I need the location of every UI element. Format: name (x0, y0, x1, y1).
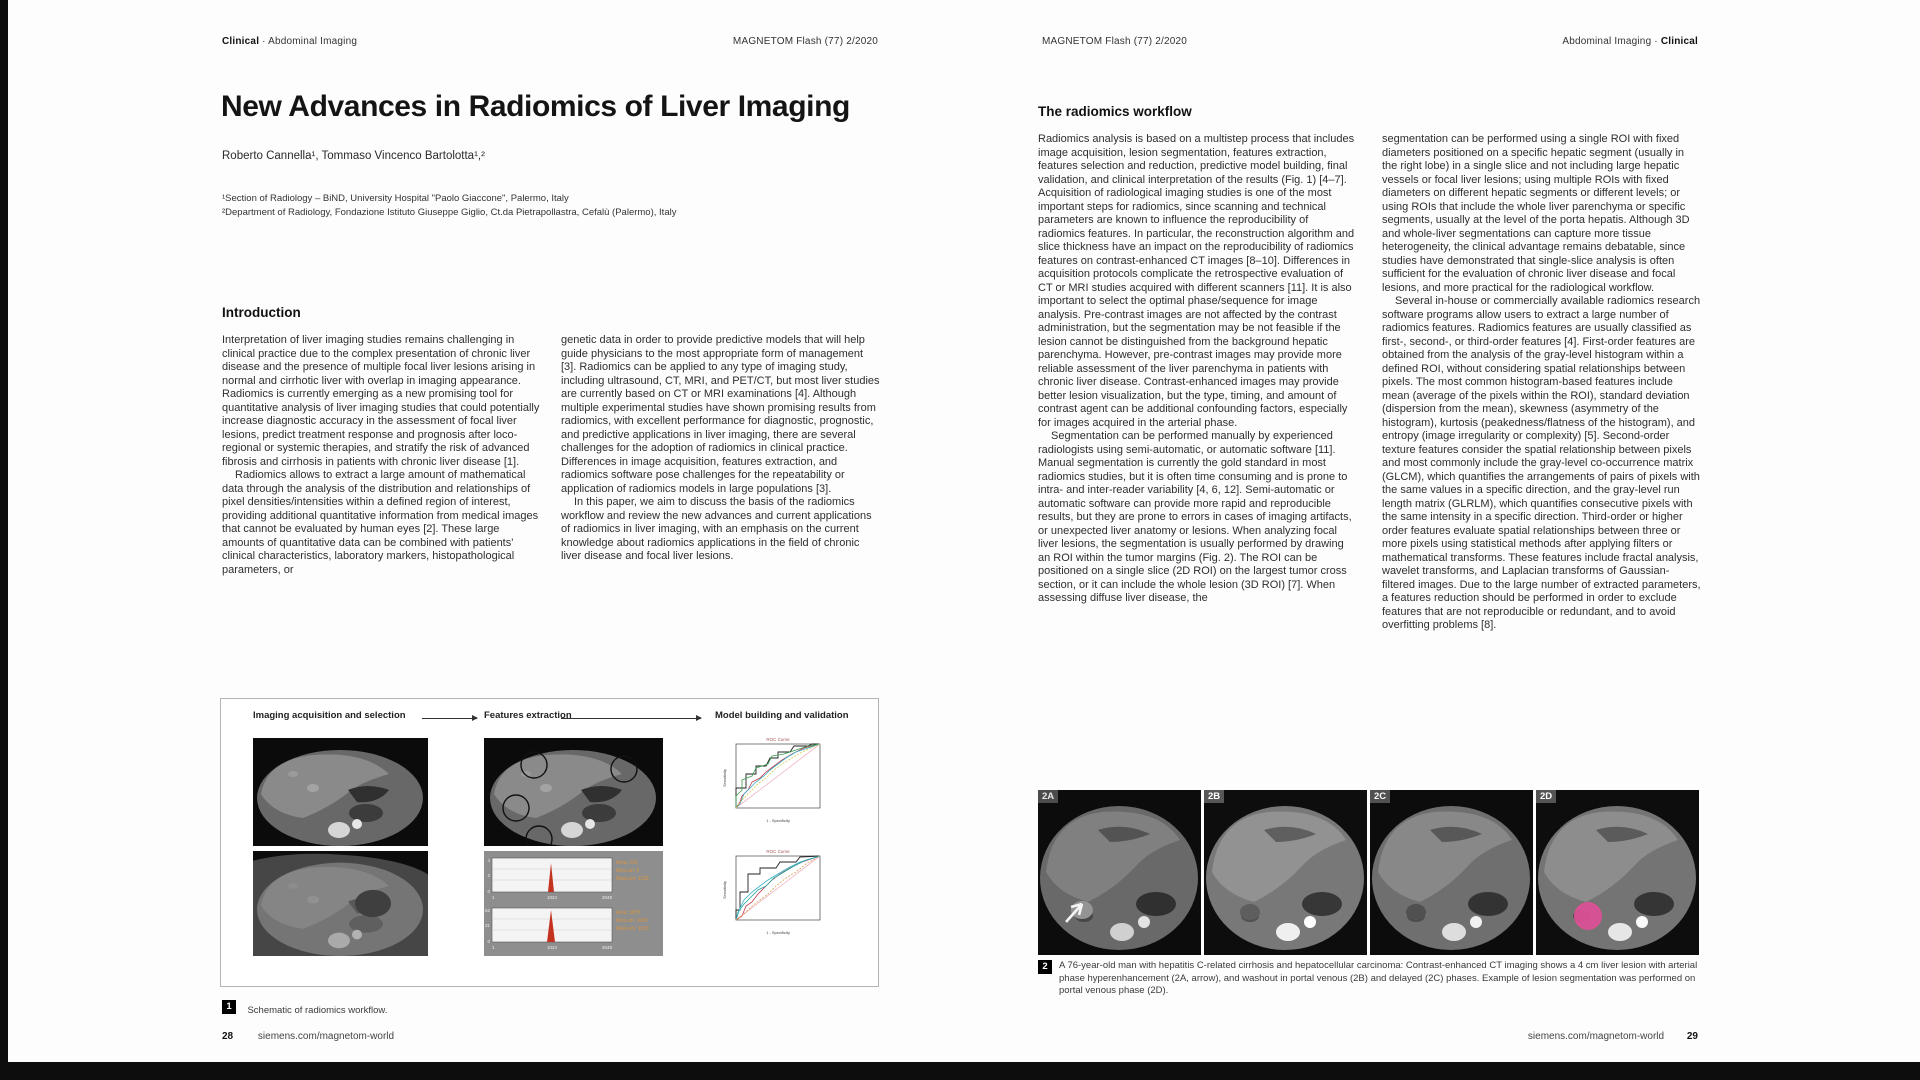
figure1-workflow (220, 698, 879, 987)
workflow-section-heading: The radiomics workflow (1038, 104, 1192, 119)
hist-xtick: 2048 (601, 895, 612, 900)
roc-curve-illustration (716, 732, 828, 829)
figure1-stage2-label: Features extraction (484, 710, 572, 721)
ct-segmentation-illustration (1536, 790, 1699, 955)
figure1-stage1-label: Imaging acquisition and selection (253, 710, 406, 721)
roc-plot-2 (716, 844, 828, 948)
figure2-panel-label: 2B (1204, 790, 1224, 803)
hist-annotation-max: MaxLum: 1135 (616, 876, 649, 882)
affiliation-1: ¹Section of Radiology – BiND, University Hospital "Paolo Giaccone", Palermo, Italy (222, 193, 569, 204)
figure2-panel-label: 2C (1370, 790, 1390, 803)
header-category-rest: Abdominal Imaging · (1562, 36, 1661, 47)
ct-liver-illustration (253, 738, 428, 846)
hist-annotation-area: Area: 116 (616, 860, 638, 866)
ct-image-roi (484, 738, 663, 846)
workflow-column-2 (1382, 133, 1702, 633)
hist-ytick: 62 (484, 908, 490, 913)
histogram-illustration (484, 851, 663, 956)
hist-xtick: 1024 (546, 945, 558, 950)
ct-delayed-phase-illustration (1370, 790, 1533, 955)
histogram-panel (484, 851, 663, 956)
figure2-panel-2C (1370, 790, 1533, 955)
figure2-panel-2A (1038, 790, 1201, 955)
viewer-edge-left (0, 0, 8, 1080)
figure2-caption-text: A 76-year-old man with hepatitis C-related cirrhosis and hepatocellular carcinoma: Contrast-enhanced CT imaging shows a 4 cm liver lesion with arterial phase hyperenhancement (2A, arrow), and washout in portal venous (2B) and delayed (2C) phases. Example of lesion segmentation was performed on portal venous phase (2D). (1059, 960, 1698, 996)
affiliation-2: ²Department of Radiology, Fondazione Istituto Giuseppe Giglio, Ct.da Pietrapollastra, Cefalù (Palermo), Italy (222, 207, 677, 218)
roc-title: ROC Curve (766, 737, 790, 742)
intro-col1-paragraph-1: Interpretation of liver imaging studies remains challenging in clinical practice due to the complex presentation of chronic liver disease and the presence of multiple focal liver lesions arising in normal and cirrhotic liver with overlap in imaging appearance. Radiomics is currently emerging as a new promising tool for quantitative analysis of liver imaging studies that could potentially increase diagnostic accuracy in the assessment of focal liver lesions, predict treatment response and prognosis after loco-regional or systemic therapies, and stratify the risk of advanced fibrosis and cirrhosis in patients with chronic liver disease [1]. (222, 334, 540, 468)
figure2-panel-2B (1204, 790, 1367, 955)
figure1-number-badge: 1 (222, 1000, 236, 1014)
magnetom-world-link[interactable]: siemens.com/magnetom-world (257, 1031, 395, 1042)
hist-ytick: 4 (487, 858, 490, 863)
hist-xtick: 1 (492, 895, 495, 900)
ct-image-acquisition-2 (253, 851, 428, 956)
roc-title: ROC Curve (766, 849, 790, 854)
right-page-running-header (1480, 36, 1698, 47)
figure2-panel-label: 2A (1038, 790, 1058, 803)
ct-roi-illustration (484, 738, 663, 846)
workflow-col1-paragraph-1: Radiomics analysis is based on a multistep process that includes image acquisition, lesion segmentation, features extraction, features selection and reduction, predictive model building, final validation, and clinical interpretation of the results (Fig. 1) [4–7]. Acquisition of radiological imaging studies is one of the most important steps for radiomics, since scanning and technical parameters are known to influence the reproducibility of radiomics features. In particular, the reconstruction algorithm and slice thickness have an impact on the reproducibility of radiomics features on contrast-enhanced CT images [8–10]. Differences in acquisition protocols complicate the retrospective evaluation of CT or MRI studies acquired with different scanners [11]. It is also important to select the optimal phase/sequence for image analysis. Pre-contrast images are not affected by the contrast administration, but the segmentation may be not feasible if the lesion cannot be distinguished from the background hepatic parenchyma. However, pre-contrast images may provide more reliable assessment of the liver parenchyma in patients with chronic liver disease. Contrast-enhanced images may provide better lesion visualization, but the type, timing, and amount of contrast agent can be additional confounding factors, especially for images acquired in the arterial phase. (1038, 133, 1355, 429)
intro-col2-paragraph-2: In this paper, we aim to discuss the basis of the radiomics workflow and review the new advances and current applications of radiomics in liver imaging, with an emphasis on the current knowledge about radiomics applications in the field of chronic liver disease and focal liver lesions. (561, 496, 872, 562)
workflow-col2-paragraph-2: Several in-house or commercially available radiomics research software programs allow users to extract a large number of radiomics features. Radiomics features are usually classified as first-, second-, or third-order features [4]. First-order features are obtained from the analysis of the gray-level histogram within a defined ROI, without considering spatial relationships between pixels. The most common histogram-based features include mean (average of the pixels within the ROI), standard deviation (dispersion from the mean), skewness (asymmetry of the histogram), kurtosis (peakedness/flatness of the histogram), and entropy (image irregularity or complexity) [5]. Second-order texture features consider the spatial relationship between pixels and most commonly include the gray-level co-occurrence matrix (GLCM), which quantifies the arrangements of pairs of pixels with the same values in a specific direction, and the gray-level run length matrix (GLRLM), which quantifies consecutive pixels with the same intensity in a specific direction. Third-order or higher order features evaluate spatial relationships between three or more pixels using statistical methods after applying filters or mathematical transforms. These features include fractal analysis, wavelet transforms, and Laplacian transforms of Gaussian-filtered images. Due to the large number of extracted parameters, a features reduction should be performed in order to exclude features that are not reproducible or redundant, and to avoid overfitting problems [8]. (1382, 295, 1701, 631)
mr-liver-illustration (253, 851, 428, 956)
ct-image-acquisition-1 (253, 738, 428, 846)
roc-xlabel: 1 - Specificity (766, 930, 790, 935)
figure2-number-badge: 2 (1038, 960, 1052, 974)
right-page-footer (1400, 1031, 1698, 1042)
hist-ytick: 0 (487, 939, 490, 944)
intro-col1-paragraph-2: Radiomics allows to extract a large amount of mathematical data through the analysis of the distribution and relationships of pixel densities/intensities within a defined region of interest, providing additional quantitative information from medical images that cannot be evaluated by human eyes [2]. These large amounts of quantitative data can be combined with patients' clinical characteristics, laboratory markers, histopathological parameters, or (222, 469, 539, 576)
intro-col2-paragraph-1: genetic data in order to provide predictive models that will help guide physicians to the most appropriate form of management [3]. Radiomics can be applied to any type of imaging study, including ultrasound, CT, MRI, and PET/CT, but most liver studies are currently based on CT or MRI examinations [4]. Although multiple experimental studies have shown promising results from radiomics, with excellent performance for diagnostic, prognostic, and predictive applications in liver imaging, there are several challenges for the adoption of radiomics in clinical practice. Differences in image acquisition, features extraction, and radiomics software pose challenges for the repeatability or application of radiomics models in large populations [3]. (561, 334, 880, 495)
viewer-edge-bottom (0, 1062, 1920, 1080)
intro-column-1 (222, 334, 542, 577)
article-title: New Advances in Radiomics of Liver Imaging (221, 90, 850, 123)
figure2-caption (1038, 960, 1700, 998)
right-page-number: 29 (1686, 1031, 1698, 1042)
hist-annotation-max: MaxLum: 1100 (616, 926, 649, 932)
hist-ytick: 2 (487, 873, 490, 878)
workflow-arrow-icon (561, 718, 701, 719)
workflow-column-1 (1038, 133, 1358, 606)
hist-xtick: 2048 (601, 945, 612, 950)
intro-heading: Introduction (222, 305, 301, 320)
header-category-rest: · Abdominal Imaging (259, 36, 358, 47)
ct-arterial-phase-illustration (1038, 790, 1201, 955)
hist-annotation-area: Area: 1875 (616, 910, 641, 916)
roc-curve-illustration (716, 844, 828, 941)
article-authors: Roberto Cannella¹, Tommaso Vincenco Bartolotta¹,² (222, 150, 485, 162)
hist-xtick: 1024 (546, 895, 558, 900)
workflow-arrow-icon (422, 718, 477, 719)
header-category-bold: Clinical (222, 36, 260, 47)
hist-ytick: 0 (487, 889, 490, 894)
left-page-number: 28 (222, 1031, 234, 1042)
roc-ylabel: Sensitivity (722, 880, 727, 900)
left-page-running-header (222, 36, 357, 47)
figure1-caption-text: Schematic of radiomics workflow. (247, 1005, 388, 1016)
workflow-col1-paragraph-2: Segmentation can be performed manually by experienced radiologists using semi-automatic, or automatic software [11]. Manual segmentation is currently the gold standard in most radiomics studies, but it is often time consuming and is prone to intra- and inter-reader variability [4, 6, 12]. Semi-automatic or automatic software can provide more rapid and reproducible results, but they are prone to errors in cases of imaging artifacts, or unexpected liver anatomy or lesions. When analyzing focal liver lesions, the segmentation is usually performed by drawing an ROI within the tumor margins (Fig. 2). The ROI can be positioned on a single slice (2D ROI) on the largest tumor cross section, or it can include the whole lesion (3D ROI) [7]. When assessing diffuse liver disease, the (1038, 430, 1352, 604)
roc-ylabel: Sensitivity (722, 768, 727, 788)
intro-column-2 (561, 334, 881, 564)
hist-ytick: 31 (484, 923, 490, 928)
hist-annotation-min: MinLum: 1005 (616, 918, 648, 924)
hist-annotation-min: MinLum: 5 (616, 868, 640, 874)
figure2-panel-2D (1536, 790, 1699, 955)
roc-plot-1 (716, 732, 828, 833)
left-page-issue: MAGNETOM Flash (77) 2/2020 (732, 36, 878, 47)
right-page-issue: MAGNETOM Flash (77) 2/2020 (1042, 36, 1188, 47)
workflow-col2-paragraph-1: segmentation can be performed using a single ROI with fixed diameters positioned on a specific hepatic segment (usually in the right lobe) in a single slice and not including large hepatic vessels or focal liver lesions; using multiple ROIs with fixed diameters on different hepatic segments or different levels; or using ROIs that include the whole liver parenchyma or specific segments, usually at the level of the porta hepatis. Although 3D and whole-liver segmentations can capture more tissue heterogeneity, the clinical advantage remains debatable, since studies have demonstrated that single-slice analysis is often sufficient for the evaluation of chronic liver disease and focal lesions, and more practical for the radiological workflow. (1382, 133, 1690, 294)
ct-portal-venous-illustration (1204, 790, 1367, 955)
hist-xtick: 1 (492, 945, 495, 950)
roc-xlabel: 1 - Specificity (766, 818, 790, 823)
figure1-caption (222, 1000, 387, 1018)
figure2-panel-label: 2D (1536, 790, 1556, 803)
magnetom-world-link[interactable]: siemens.com/magnetom-world (1527, 1031, 1665, 1042)
header-category-bold: Clinical (1660, 36, 1698, 47)
segmentation-roi-marker (1574, 902, 1602, 930)
left-page-footer (222, 1031, 394, 1042)
figure1-stage3-label: Model building and validation (715, 710, 849, 721)
